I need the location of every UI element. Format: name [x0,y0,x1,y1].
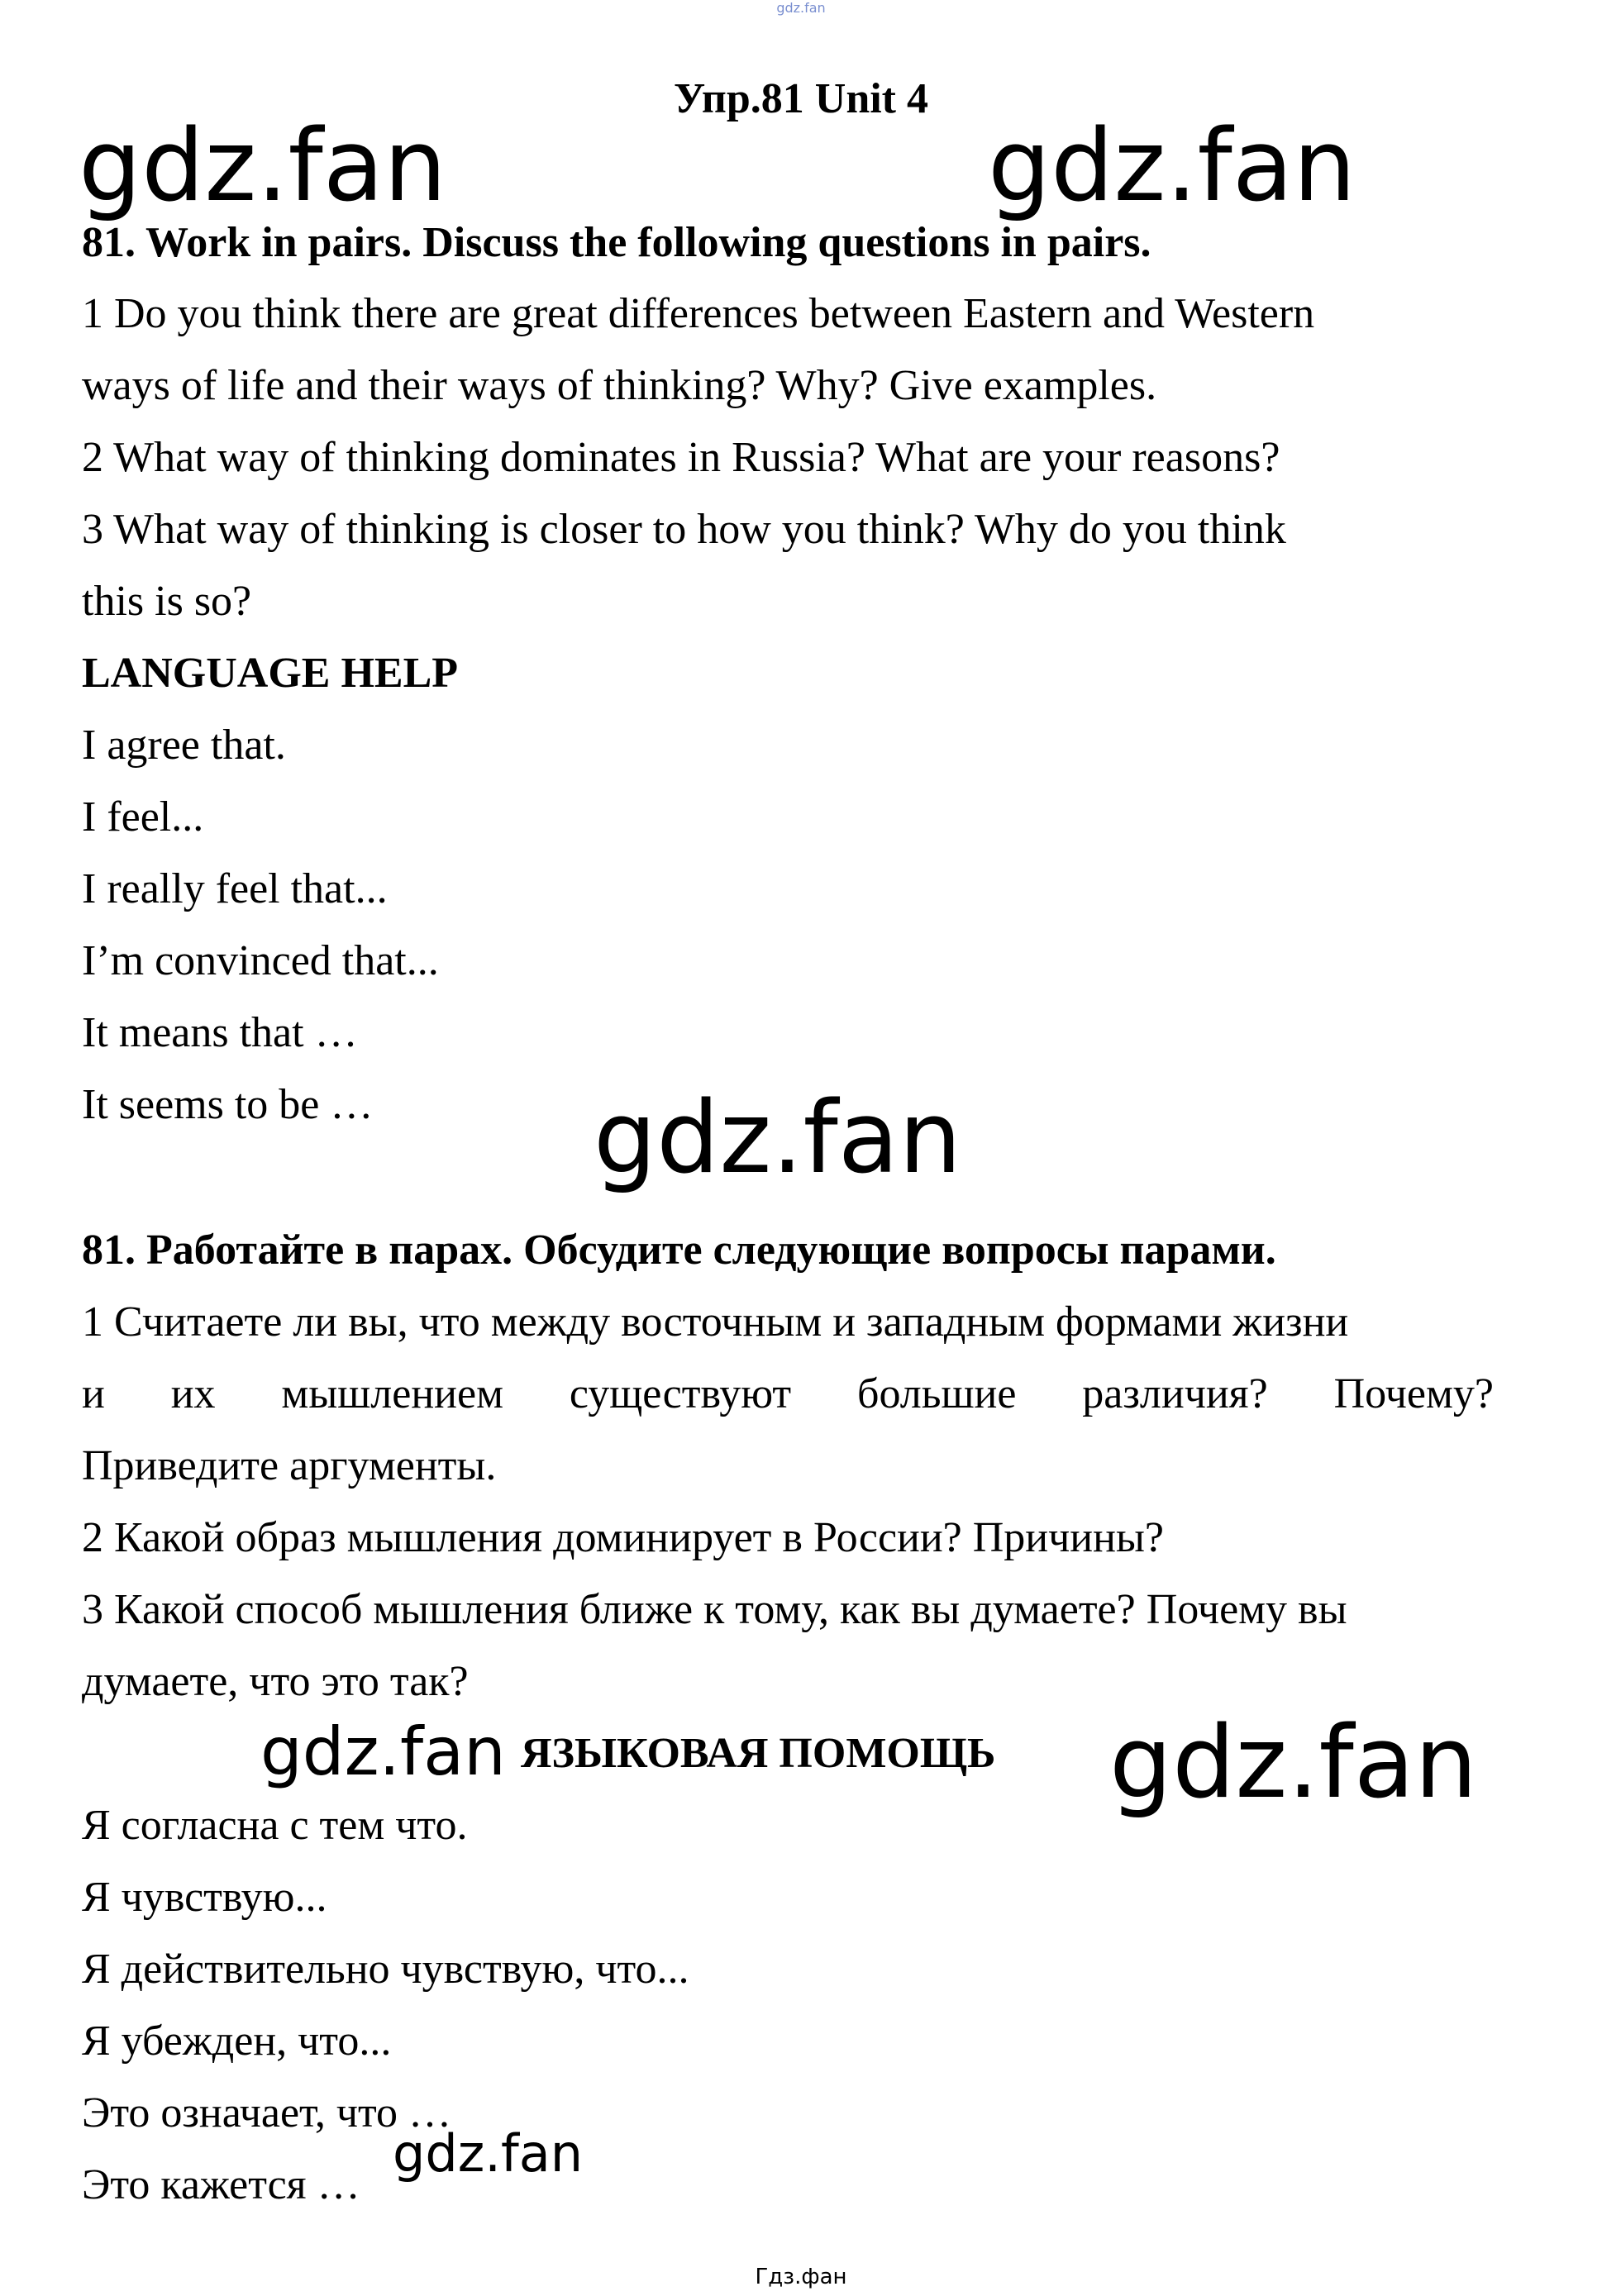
english-question-1-line-2: ways of life and their ways of thinking? Why? Give examples. [82,362,1157,409]
russian-phrase: Я действительно чувствую, что... [82,1946,689,1993]
watermark: gdz.fan [594,1081,962,1196]
russian-question-1-line-1: 1 Считаете ли вы, что между восточным и западным формами жизни [82,1298,1349,1346]
footer-text: Гдз.фан [755,2265,847,2289]
watermark: gdz.fan [393,2123,584,2184]
english-phrase: I agree that. [82,722,286,769]
russian-question-3-line-1: 3 Какой способ мышления ближе к тому, как вы думаете? Почему вы [82,1586,1347,1633]
watermark: gdz.fan [260,1713,506,1790]
watermark: gdz.fan [1109,1706,1478,1821]
english-question-1-line-1: 1 Do you think there are great differences between Eastern and Western [82,290,1315,337]
top-watermark: gdz.fan [776,0,826,16]
russian-question-1-line-3: Приведите аргументы. [82,1442,497,1489]
russian-question-1-line-2: и их мышлением существуют большие различия? Почему? [82,1370,1494,1417]
watermark: gdz.fan [79,109,447,224]
russian-question-2: 2 Какой образ мышления доминирует в России? Причины? [82,1514,1164,1561]
english-phrase: I’m convinced that... [82,937,439,984]
page-title: Упр.81 Unit 4 [673,75,928,122]
english-task-heading: 81. Work in pairs. Discuss the following questions in pairs. [82,219,1151,266]
russian-phrase: Я согласна с тем что. [82,1802,468,1849]
english-question-3-line-2: this is so? [82,578,252,625]
english-phrase: I really feel that... [82,865,388,912]
russian-phrase: Это означает, что … [82,2089,452,2136]
english-phrase: It means that … [82,1009,358,1056]
russian-question-3-line-2: думаете, что это так? [82,1658,469,1705]
english-language-help-title: LANGUAGE HELP [82,650,459,697]
russian-phrase: Я чувствую... [82,1874,327,1921]
russian-language-help-title: ЯЗЫКОВАЯ ПОМОЩЬ [521,1730,996,1777]
english-phrase: I feel... [82,793,204,841]
watermark: gdz.fan [988,109,1356,224]
english-phrase: It seems to be … [82,1081,374,1128]
russian-phrase: Это кажется … [82,2161,360,2208]
russian-phrase: Я убежден, что... [82,2017,392,2065]
english-question-2: 2 What way of thinking dominates in Russia? What are your reasons? [82,434,1280,481]
russian-task-heading: 81. Работайте в парах. Обсудите следующие вопросы парами. [82,1227,1276,1274]
english-question-3-line-1: 3 What way of thinking is closer to how you think? Why do you think [82,506,1286,553]
